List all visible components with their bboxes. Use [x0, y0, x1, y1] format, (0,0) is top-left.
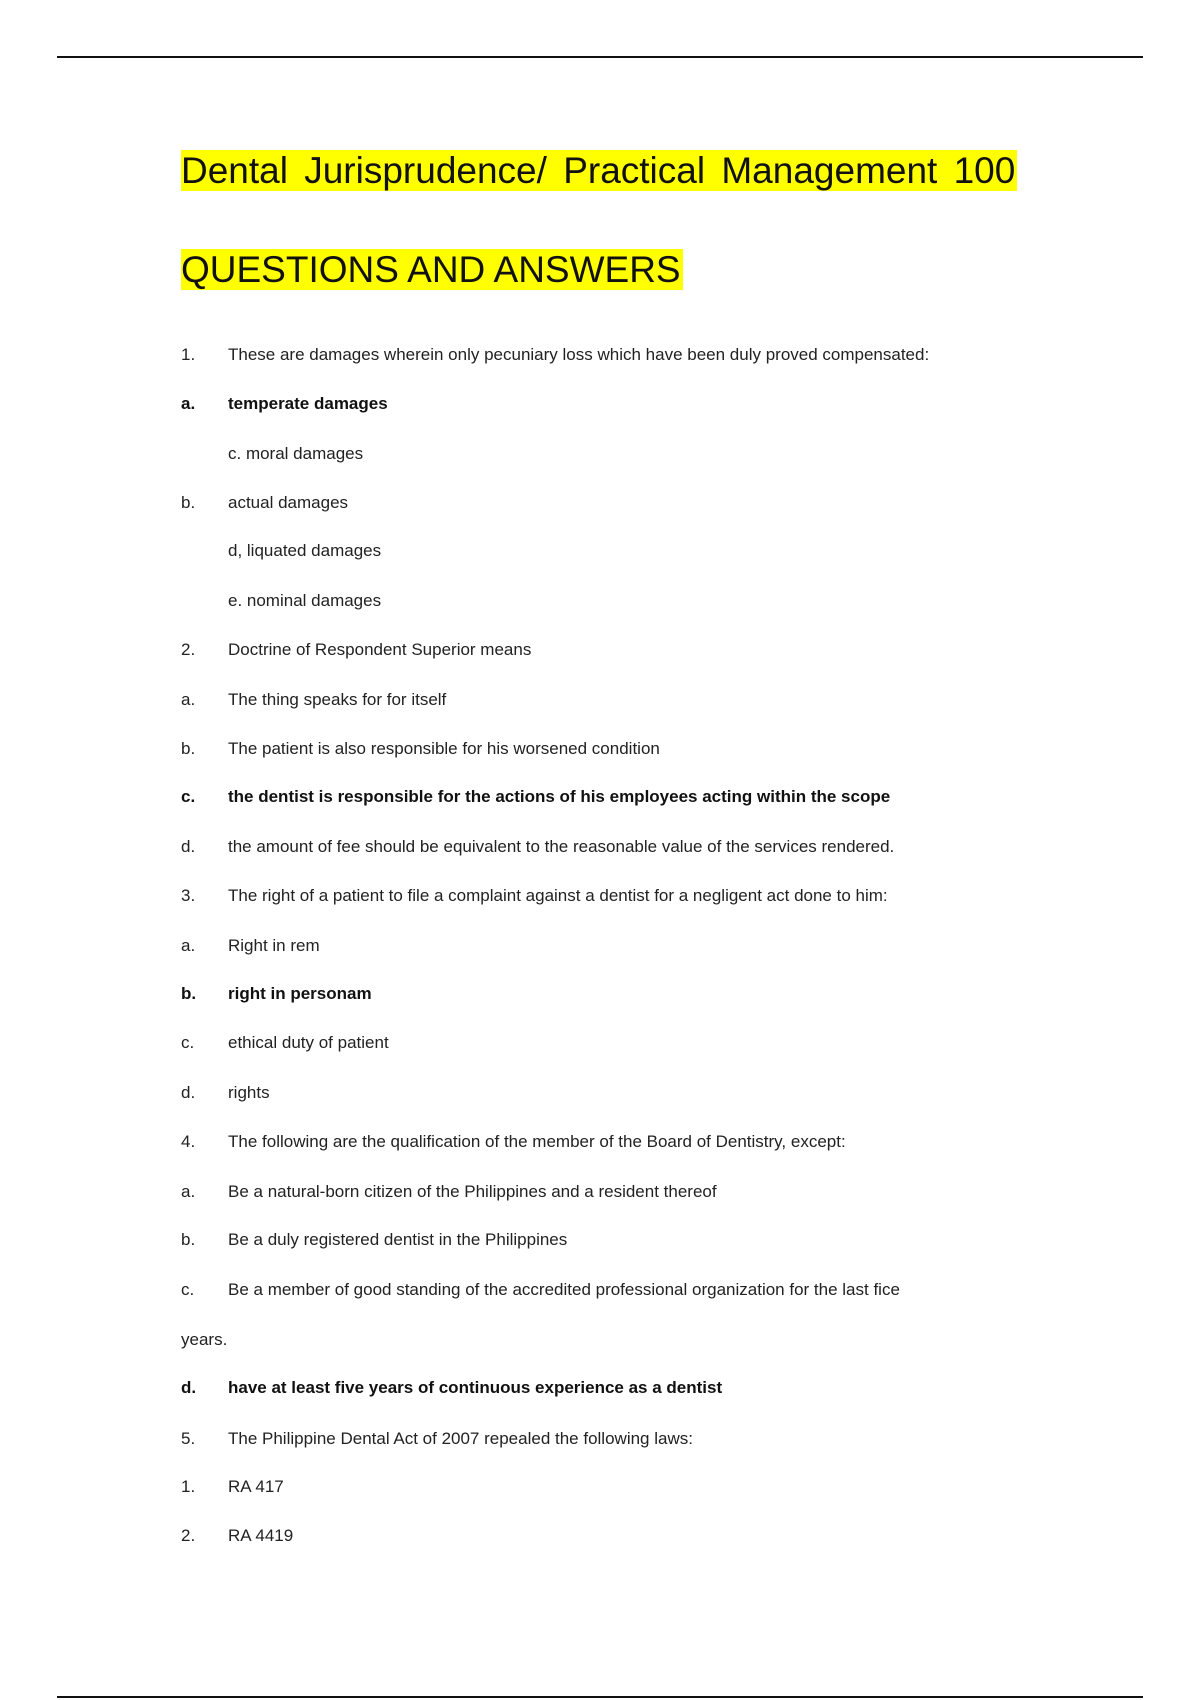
option-line: e. nominal damages [228, 591, 382, 610]
option-line: a. Be a natural-born citizen of the Philippines and a resident thereof [181, 1182, 717, 1201]
document-title-line-1: Dental Jurisprudence/ Practical Management 100 [181, 150, 1016, 191]
question-line: 1. These are damages wherein only pecuniary loss which have been duly proved compensated: [181, 345, 930, 364]
document-title [181, 147, 1017, 195]
option-line: 2. RA 4419 [181, 1526, 294, 1545]
option-line: b. Be a duly registered dentist in the Philippines [181, 1230, 568, 1249]
question-line: 3. The right of a patient to file a complaint against a dentist for a negligent act done to him: [181, 886, 888, 905]
option-line: d. rights [181, 1083, 270, 1102]
answer-line: a. temperate damages [181, 394, 388, 413]
option-line: b. actual damages [181, 493, 349, 512]
option-line: b. The patient is also responsible for his worsened condition [181, 739, 660, 758]
question-line: 2. Doctrine of Respondent Superior means [181, 640, 532, 659]
option-line-continuation: years. [181, 1330, 228, 1349]
document-subtitle [181, 246, 683, 294]
answer-line: c. the dentist is responsible for the actions of his employees acting within the scope [181, 787, 891, 806]
option-line: a. Right in rem [181, 936, 320, 955]
option-line: c. moral damages [228, 444, 364, 463]
option-line: d. the amount of fee should be equivalent to the reasonable value of the services rendered. [181, 837, 895, 856]
option-line: c. Be a member of good standing of the accredited professional organization for the last fice [181, 1280, 900, 1299]
option-line: d, liquated damages [228, 541, 382, 560]
answer-line: d. have at least five years of continuous experience as a dentist [181, 1378, 723, 1397]
question-line: 4. The following are the qualification of the member of the Board of Dentistry, except: [181, 1132, 846, 1151]
header-rule [57, 56, 1143, 58]
footer-rule [57, 1696, 1143, 1698]
question-line: 5. The Philippine Dental Act of 2007 repealed the following laws: [181, 1429, 693, 1448]
document-title-line-2: QUESTIONS AND ANSWERS [181, 249, 681, 290]
option-line: a. The thing speaks for for itself [181, 690, 447, 709]
option-line: 1. RA 417 [181, 1477, 284, 1496]
option-line: c. ethical duty of patient [181, 1033, 389, 1052]
answer-line: b. right in personam [181, 984, 372, 1003]
